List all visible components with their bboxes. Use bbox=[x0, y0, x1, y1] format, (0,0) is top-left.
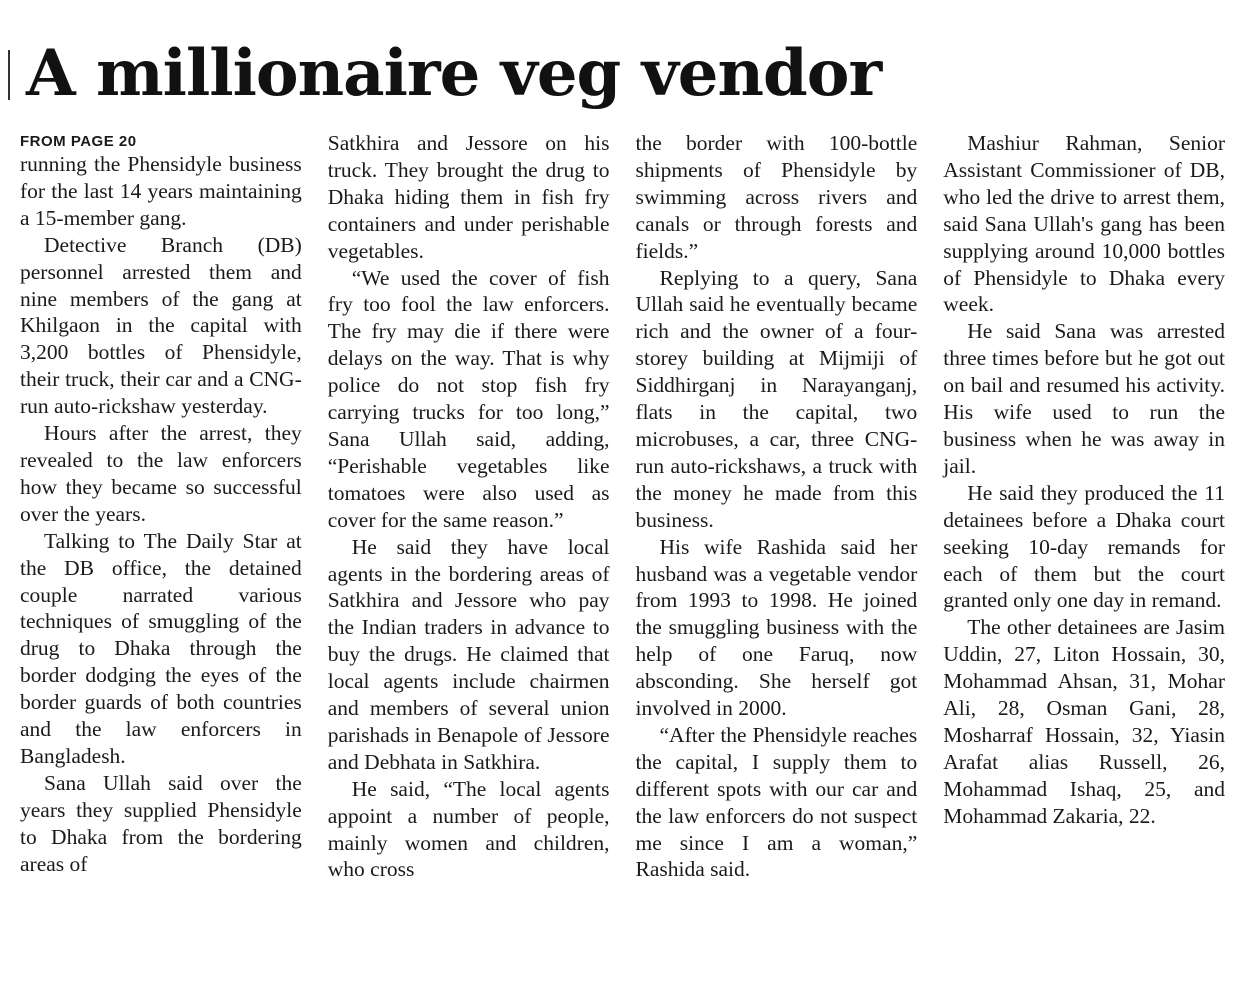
headline: A millionaire veg vendor bbox=[26, 36, 882, 111]
paragraph: He said, “The local agents appoint a number of people, mainly women and children, who cross bbox=[327, 776, 610, 882]
paragraph: He said they have local agents in the bordering areas of Satkhira and Jessore who pay the Indian traders in advance to buy the drugs. He claimed that local agents include chairmen and members of several union parishads in Benapole of Jessore and Debhata in Satkhira. bbox=[327, 534, 610, 774]
paragraph: He said Sana was arrested three times before but he got out on bail and resumed his activity. His wife used to run the business when he was away in jail. bbox=[943, 319, 1225, 478]
article-columns bbox=[20, 130, 1225, 883]
article-column-1 bbox=[20, 130, 302, 883]
paragraph: Hours after the arrest, they revealed to the law enforcers how they became so successful over the years. bbox=[20, 421, 302, 526]
article-column-3 bbox=[636, 130, 918, 883]
paragraph: His wife Rashida said her husband was a vegetable vendor from 1993 to 1998. He joined the smuggling business with the help of one Faruq, now absconding. She herself got involved in 2000. bbox=[635, 534, 918, 721]
paragraph: “We used the cover of fish fry too fool the law enforcers. The fry may die if there were delays on the way. That is why police do not stop fish fry carrying trucks for too long,” Sana Ullah said, adding, “Perishable vegetables like tomatoes were also used as cover for the same reason.” bbox=[327, 265, 610, 532]
paragraph: The other detainees are Jasim Uddin, 27, Liton Hossain, 30, Mohammad Ahsan, 31, Mohar Ali, 28, Osman Gani, 28, Mosharraf Hossain, 32, Yiasin Arafat alias Russell, 26, Mohammad Ishaq, 25, and Mohammad Zakaria, 22. bbox=[943, 615, 1225, 828]
paragraph: Sana Ullah said over the years they supplied Phensidyle to Dhaka from the bordering areas of bbox=[20, 770, 302, 876]
column-rule bbox=[8, 50, 10, 100]
paragraph: Mashiur Rahman, Senior Assistant Commissioner of DB, who led the drive to arrest them, said Sana Ullah's gang has been supplying around 10,000 bottles of Phensidyle to Dhaka every week. bbox=[943, 131, 1225, 317]
paragraph: Replying to a query, Sana Ullah said he eventually became rich and the owner of a four-storey building at Mijmiji of Siddhirganj in Narayanganj, flats in the capital, two microbuses, a car, three CNG-run auto-rickshaws, a truck with the money he made from this business. bbox=[635, 265, 918, 532]
paragraph: running the Phensidyle business for the last 14 years maintaining a 15-member gang. bbox=[20, 152, 302, 230]
paragraph: Talking to The Daily Star at the DB office, the detained couple narrated various techniques of smuggling of the drug to Dhaka through the border dodging the eyes of the border guards of both countries and the law enforcers in Bangladesh. bbox=[20, 528, 302, 768]
article-column-4 bbox=[943, 130, 1225, 883]
paragraph: He said they produced the 11 detainees before a Dhaka court seeking 10-day remands for each of them but the court granted only one day in remand. bbox=[943, 480, 1225, 613]
paragraph: Detective Branch (DB) personnel arrested them and nine members of the gang at Khilgaon in the capital with 3,200 bottles of Phensidyle, their truck, their car and a CNG-run auto-rickshaw yesterday. bbox=[20, 232, 302, 419]
continuation-kicker: FROM PAGE 20 bbox=[20, 133, 137, 150]
paragraph: Satkhira and Jessore on his truck. They brought the drug to Dhaka hiding them in fish fry containers and under perishable vegetables. bbox=[327, 131, 610, 263]
paragraph: “After the Phensidyle reaches the capital, I supply them to different spots with our car and the law enforcers do not suspect me since I am a woman,” Rashida said. bbox=[635, 722, 918, 882]
paragraph: the border with 100-bottle shipments of Phensidyle by swimming across rivers and canals or through forests and fields.” bbox=[635, 131, 918, 263]
article-column-2 bbox=[328, 130, 610, 883]
